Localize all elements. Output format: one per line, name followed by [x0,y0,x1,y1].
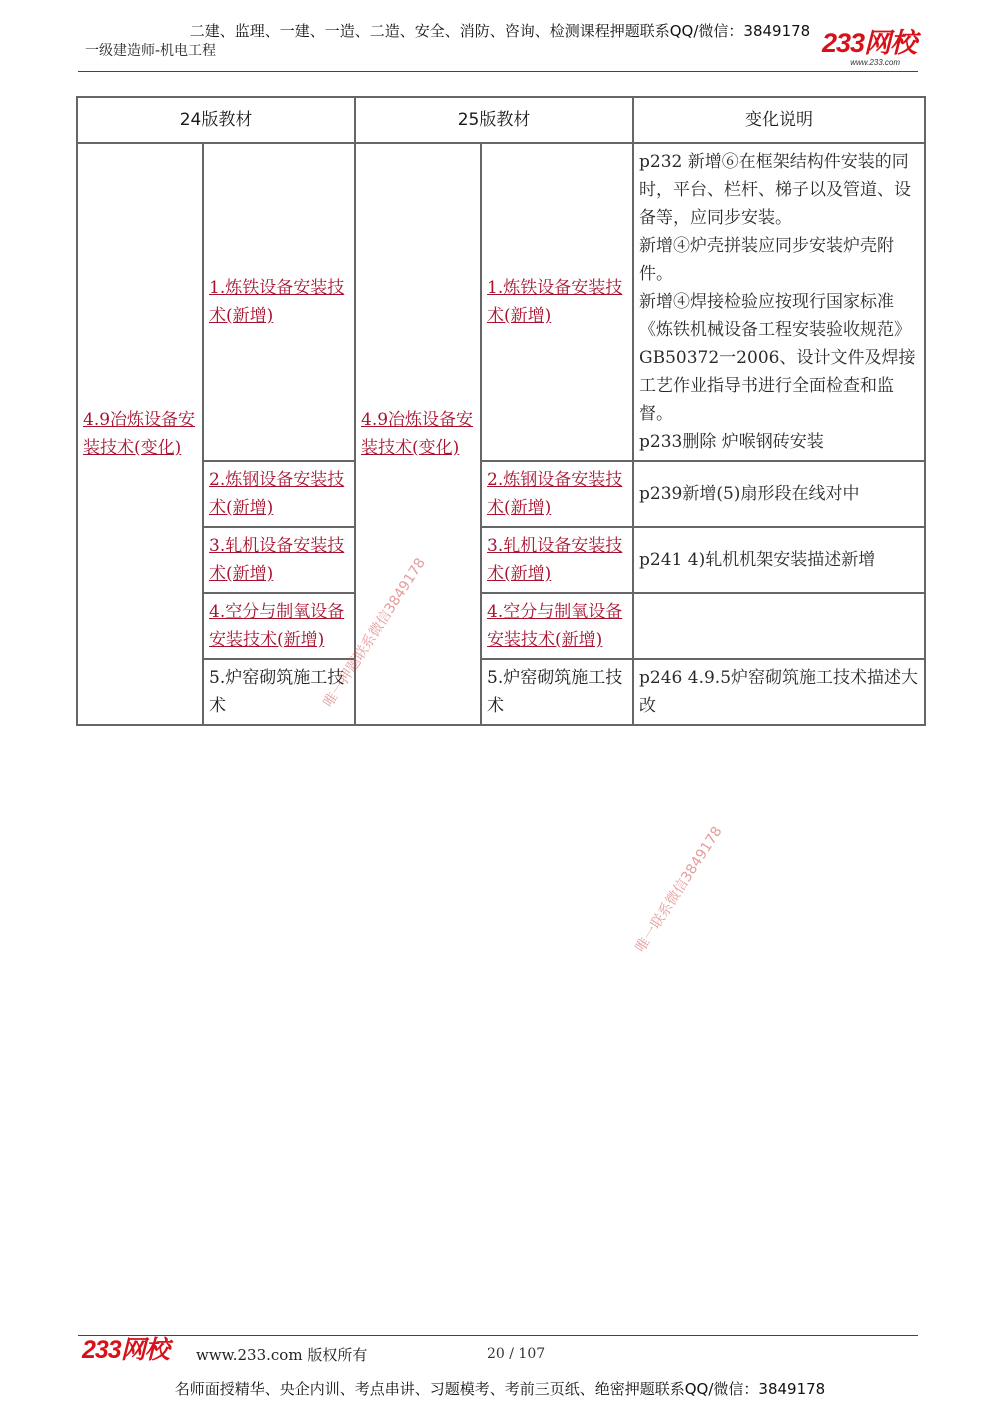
table-row [77,593,925,659]
new-item-link[interactable]: 1.炼铁设备安装技术(新增) [487,278,623,326]
new-item-link[interactable]: 3.轧机设备安装技术(新增) [487,536,623,584]
change-note: p246 4.9.5炉窑砌筑施工技术描述大改 [639,668,919,716]
table-row [77,143,925,461]
change-note: p233删除 炉喉钢砖安装 [639,432,824,452]
footer-divider [78,1335,918,1336]
new-item-text: 5.炉窑砌筑施工技术 [487,668,623,716]
table-header-row [77,97,925,143]
change-note-cell-empty [633,593,925,659]
watermark: 唯一押题联系微信3849178 [320,555,429,711]
change-note-cell [633,659,925,725]
change-note: p239新增(5)扇形段在线对中 [639,484,860,504]
footer-promo: 名师面授精华、央企内训、考点串讲、习题模考、考前三页纸、绝密押题联系QQ/微信：3849178 [174,1380,826,1398]
header-change-notes: 变化说明 [633,97,925,143]
change-note: 新增④炉壳拼装应同步安装炉壳附件。 [639,236,895,284]
old-item-cell [203,461,355,527]
change-note-cell [633,143,925,461]
new-item-link[interactable]: 2.炼钢设备安装技术(新增) [487,470,623,518]
old-item-text: 5.炉窑砌筑施工技术 [209,668,345,716]
table-row [77,461,925,527]
old-item-link[interactable]: 2.炼钢设备安装技术(新增) [209,470,345,518]
header-divider [78,71,918,72]
page-number: 20 / 107 [487,1346,546,1362]
header-24-edition: 24版教材 [77,97,355,143]
change-note-cell [633,461,925,527]
new-item-cell [481,659,633,725]
change-note: 新增④焊接检验应按现行国家标准《炼铁机械设备工程安装验收规范》GB50372一2006、设计文件及焊接工艺作业指导书进行全面检查和监督。 [639,292,916,424]
old-item-link[interactable]: 3.轧机设备安装技术(新增) [209,536,345,584]
watermark: 唯一联系微信3849178 [632,823,726,956]
old-item-link[interactable]: 1.炼铁设备安装技术(新增) [209,278,345,326]
old-item-cell [203,527,355,593]
header-25-edition: 25版教材 [355,97,633,143]
change-note: p232 新增⑥在框架结构件安装的同时，平台、栏杆、梯子以及管道、设备等，应同步安装。 [639,152,912,228]
change-note: p241 4)轧机机架安装描述新增 [639,550,876,570]
footer-logo: 233网校 [82,1336,169,1364]
new-item-cell [481,461,633,527]
old-item-cell [203,593,355,659]
section-link-25[interactable]: 4.9冶炼设备安装技术(变化) [361,410,474,458]
old-item-cell [203,143,355,461]
table-row [77,527,925,593]
brand-logo: 233网校 [821,28,916,58]
section-link-24[interactable]: 4.9冶炼设备安装技术(变化) [83,410,196,458]
new-item-link[interactable]: 4.空分与制氧设备安装技术(新增) [487,602,623,650]
old-item-link[interactable]: 4.空分与制氧设备安装技术(新增) [209,602,345,650]
new-item-cell [481,143,633,461]
table-row [77,659,925,725]
comparison-table [76,96,926,726]
document-subtitle: 一级建造师-机电工程 [85,43,217,59]
change-note-cell [633,527,925,593]
new-item-cell [481,593,633,659]
brand-logo-url: www.233.com [850,58,900,67]
new-item-cell [481,527,633,593]
footer-copyright: www.233.com 版权所有 [196,1346,368,1364]
section-cell-24 [77,143,203,725]
header-promo: 二建、监理、一建、一造、二造、安全、消防、咨询、检测课程押题联系QQ/微信：3849178 [189,22,811,40]
